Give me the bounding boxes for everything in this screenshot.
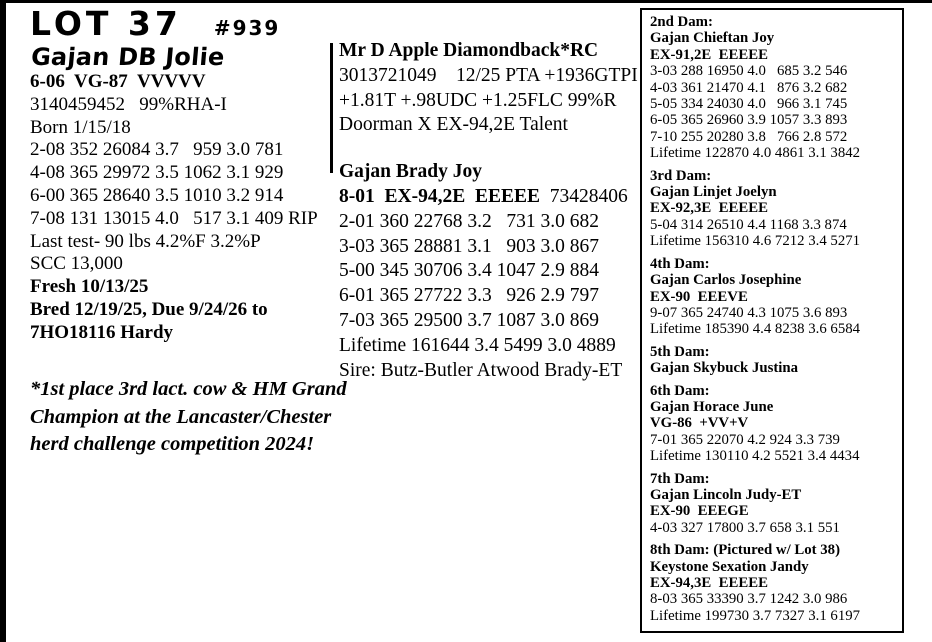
animal-score-line: 6-06 VG-87 VVVVV — [30, 71, 206, 92]
dam-section-grade: EX-94,3E EEEEE — [650, 575, 768, 591]
service-sire-code-line: 7HO18116 Hardy — [30, 321, 174, 343]
maternal-line-box — [640, 8, 904, 633]
dam-section-record: 8-03 365 33390 3.7 1242 3.0 986 — [650, 591, 848, 608]
note-line: *1st place 3rd lact. cow & HM Grand — [30, 378, 347, 400]
dam-section-grade: VG-86 +VV+V — [650, 415, 749, 432]
dam-section-name: Gajan Chieftan Joy — [650, 30, 775, 47]
dam-section-name: Gajan Linjet Joelyn — [650, 184, 777, 201]
dam-record-line: 3-03 365 28881 3.1 903 3.0 867 — [339, 235, 599, 257]
dam-section-grade: EX-91,2E EEEEE — [650, 46, 768, 63]
dam-section-record: 7-01 365 22070 4.2 924 3.3 739 — [650, 431, 840, 448]
show-winnings-note — [30, 376, 360, 459]
dam-sire-line: Sire: Butz-Butler Atwood Brady-ET — [339, 359, 623, 381]
dam-section-record: 5-05 334 24030 4.0 966 3.1 745 — [650, 96, 848, 113]
animal-registration-line: 3140459452 99%RHA-I — [30, 93, 227, 115]
dam-record-line: 7-03 365 29500 3.7 1087 3.0 869 — [339, 309, 599, 331]
dam-record-line: 2-01 360 22768 3.2 731 3.0 682 — [339, 210, 599, 232]
fresh-line: Fresh 10/13/25 — [30, 276, 149, 298]
dam-score-line — [339, 185, 639, 210]
lot-info-column — [30, 6, 335, 345]
dam-score: 8-01 EX-94,2E EEEEE — [339, 185, 540, 207]
dam-section-2nd — [650, 14, 898, 162]
dam-section-record: 4-03 327 17800 3.7 658 3.1 551 — [650, 519, 840, 536]
page-edge-left — [0, 0, 6, 642]
dam-lifetime-line: Lifetime 161644 3.4 5499 3.0 4889 — [339, 334, 616, 356]
dam-section-6th — [650, 383, 898, 465]
dam-section-title: 8th Dam: (Pictured w/ Lot 38) — [650, 542, 841, 559]
dam-section-7th — [650, 471, 898, 537]
note-line: Champion at the Lancaster/Chester — [30, 405, 332, 428]
lactation-record-line: 6-00 365 28640 3.5 1010 3.2 914 — [30, 184, 284, 206]
dam-section-record: Lifetime 199730 3.7 7327 3.1 6197 — [650, 607, 861, 624]
lot-number: #939 — [213, 16, 281, 40]
pedigree-column — [339, 39, 639, 383]
sire-data-line: 3013721049 12/25 PTA +1936GTPI — [339, 64, 638, 86]
dam-section-name: Gajan Horace June — [650, 398, 774, 415]
sire-data-line: Doorman X EX-94,2E Talent — [339, 114, 568, 136]
page-edge-top — [0, 0, 932, 3]
dam-section-name: Gajan Carlos Josephine — [650, 272, 802, 289]
dam-section-name: Gajan Skybuck Justina — [650, 360, 799, 377]
dam-section-name: Keystone Sexation Jandy — [650, 558, 809, 575]
dam-section-record: 4-03 361 21470 4.1 876 3.2 682 — [650, 79, 848, 96]
dam-section-title: 2nd Dam: — [650, 14, 713, 30]
dam-section-8th — [650, 542, 898, 624]
dam-section-3rd — [650, 168, 898, 250]
dam-record-line: 6-01 365 27722 3.3 926 2.9 797 — [339, 285, 599, 307]
dam-record-line: 5-00 345 30706 3.4 1047 2.9 884 — [339, 260, 599, 282]
dam-section-title: 5th Dam: — [650, 343, 710, 360]
dam-section-title: 6th Dam: — [650, 382, 710, 399]
dam-registration-number: 73428406 — [540, 185, 628, 207]
dam-section-record: Lifetime 130110 4.2 5521 3.4 4434 — [650, 448, 860, 465]
dam-section-record: Lifetime 185390 4.4 8238 3.6 6584 — [650, 321, 861, 338]
bred-line: Bred 12/19/25, Due 9/24/26 to — [30, 298, 268, 320]
dam-section-title: 3rd Dam: — [650, 167, 712, 184]
lactation-record-line: 4-08 365 29972 3.5 1062 3.1 929 — [30, 162, 284, 184]
sire-data-line: +1.81T +.98UDC +1.25FLC 99%R — [339, 89, 617, 111]
dam-section-title: 4th Dam: — [650, 255, 710, 272]
animal-born-line: Born 1/15/18 — [30, 116, 131, 138]
sire-name: Mr D Apple Diamondback*RC — [339, 40, 599, 61]
dam-section-grade: EX-90 EEEVE — [650, 288, 748, 305]
dam-section-5th — [650, 344, 898, 377]
note-line: herd challenge competition 2024! — [30, 433, 315, 455]
divider-rule — [330, 43, 333, 173]
dam-section-record: 5-04 314 26510 4.4 1168 3.3 874 — [650, 216, 847, 233]
dam-section-record: 6-05 365 26960 3.9 1057 3.3 893 — [650, 112, 848, 129]
dam-section-record: Lifetime 122870 4.0 4861 3.1 3842 — [650, 145, 861, 162]
lactation-record-line: 2-08 352 26084 3.7 959 3.0 781 — [30, 139, 284, 161]
column-spacer — [339, 138, 639, 160]
dam-name: Gajan Brady Joy — [339, 161, 483, 183]
dam-section-grade: EX-92,3E EEEEE — [650, 200, 768, 217]
lactation-record-line: 7-08 131 13015 4.0 517 3.1 409 RIP — [30, 207, 318, 229]
dam-section-name: Gajan Lincoln Judy-ET — [650, 486, 802, 503]
dam-section-title: 7th Dam: — [650, 470, 710, 487]
last-test-line: Last test- 90 lbs 4.2%F 3.2%P — [30, 230, 261, 252]
dam-section-record: 9-07 365 24740 4.3 1075 3.6 893 — [650, 304, 848, 321]
animal-name: Gajan DB Jolie — [30, 43, 226, 71]
dam-section-record: Lifetime 156310 4.6 7212 3.4 5271 — [650, 233, 861, 250]
scc-line: SCC 13,000 — [30, 253, 123, 275]
lot-header — [30, 6, 335, 42]
lot-title: LOT 37 — [30, 4, 182, 43]
dam-section-grade: EX-90 EEEGE — [650, 503, 749, 520]
dam-section-record: 3-03 288 16950 4.0 685 3.2 546 — [650, 63, 848, 80]
dam-section-record: 7-10 255 20280 3.8 766 2.8 572 — [650, 128, 848, 145]
dam-section-4th — [650, 256, 898, 338]
